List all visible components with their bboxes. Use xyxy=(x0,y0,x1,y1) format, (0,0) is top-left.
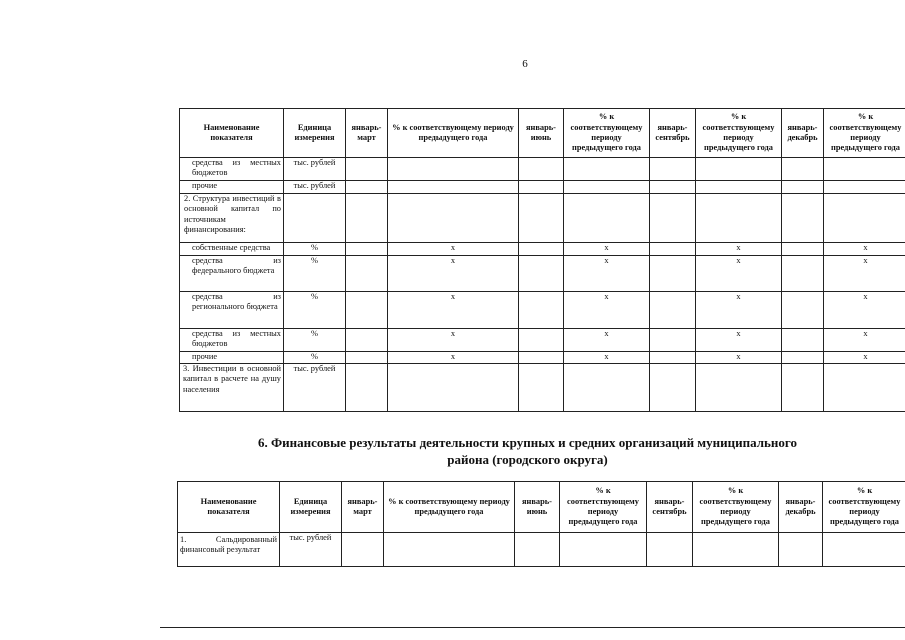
cell xyxy=(650,194,696,243)
header-jan-sep: январь-сентябрь xyxy=(647,482,693,533)
header-pct: % к соответствующему периоду предыдущего года xyxy=(823,482,905,533)
header-pct: % к соответствующему периоду предыдущего года xyxy=(384,482,515,533)
cell xyxy=(650,256,696,292)
cell xyxy=(650,243,696,256)
table-row xyxy=(180,256,905,292)
x-mark: x xyxy=(824,329,905,352)
table-header-row xyxy=(178,482,905,533)
header-jan-mar: январь-март xyxy=(342,482,384,533)
cell xyxy=(650,352,696,364)
financial-results-table xyxy=(177,481,905,567)
cell xyxy=(346,329,388,352)
x-mark: x xyxy=(388,352,519,364)
cell xyxy=(693,533,779,567)
row-name: прочие xyxy=(180,181,284,194)
header-unit: Единица измерения xyxy=(284,109,346,158)
row-unit: % xyxy=(284,329,346,352)
cell xyxy=(696,181,782,194)
cell xyxy=(388,364,519,412)
section-title: 6. Финансовые результаты деятельности крупных и средних организаций муниципального района (городского округа) xyxy=(258,435,797,467)
row-name: 1. Сальдированный финансовый результат xyxy=(178,533,280,567)
cell xyxy=(824,158,905,181)
cell xyxy=(519,352,564,364)
cell xyxy=(519,292,564,329)
row-name: прочие xyxy=(180,352,284,364)
cell xyxy=(782,256,824,292)
cell xyxy=(519,194,564,243)
cell xyxy=(824,364,905,412)
table-header-row xyxy=(180,109,905,158)
cell xyxy=(564,158,650,181)
cell xyxy=(782,292,824,329)
row-unit: % xyxy=(284,292,346,329)
cell xyxy=(346,181,388,194)
row-name: средства из местных бюджетов xyxy=(180,158,284,181)
cell xyxy=(346,352,388,364)
cell xyxy=(519,158,564,181)
header-pct: % к соответствующему периоду предыдущего года xyxy=(564,109,650,158)
table-row xyxy=(180,158,905,181)
cell xyxy=(519,329,564,352)
row-name: средства из регионального бюджета xyxy=(180,292,284,329)
x-mark: x xyxy=(824,292,905,329)
cell xyxy=(824,181,905,194)
cell xyxy=(519,243,564,256)
cell xyxy=(650,181,696,194)
x-mark: x xyxy=(564,256,650,292)
x-mark: x xyxy=(696,352,782,364)
header-jan-mar: январь-март xyxy=(346,109,388,158)
page-number: 6 xyxy=(522,58,528,70)
cell xyxy=(564,194,650,243)
row-name: собственные средства xyxy=(180,243,284,256)
x-mark: x xyxy=(696,329,782,352)
cell xyxy=(346,256,388,292)
cell xyxy=(346,292,388,329)
x-mark: x xyxy=(696,243,782,256)
cell xyxy=(782,194,824,243)
header-jan-jun: январь-июнь xyxy=(515,482,560,533)
cell xyxy=(696,194,782,243)
header-jan-dec: январь-декабрь xyxy=(779,482,823,533)
header-name: Наименование показателя xyxy=(180,109,284,158)
cell xyxy=(650,329,696,352)
table-row xyxy=(180,243,905,256)
header-pct: % к соответствующему периоду предыдущего года xyxy=(824,109,905,158)
cell xyxy=(560,533,647,567)
cell xyxy=(388,158,519,181)
x-mark: x xyxy=(388,243,519,256)
header-pct: % к соответствующему периоду предыдущего года xyxy=(693,482,779,533)
cell xyxy=(519,181,564,194)
cell xyxy=(782,181,824,194)
row-unit: тыс. рублей xyxy=(284,181,346,194)
row-unit: % xyxy=(284,256,346,292)
x-mark: x xyxy=(824,256,905,292)
cell xyxy=(782,364,824,412)
x-mark: x xyxy=(388,329,519,352)
row-unit: тыс. рублей xyxy=(284,364,346,412)
row-name: средства из местных бюджетов xyxy=(180,329,284,352)
row-unit: % xyxy=(284,352,346,364)
cell xyxy=(519,364,564,412)
cell xyxy=(342,533,384,567)
investment-table xyxy=(179,108,905,412)
row-unit xyxy=(284,194,346,243)
x-mark: x xyxy=(564,329,650,352)
table-row xyxy=(180,329,905,352)
cell xyxy=(824,194,905,243)
cell xyxy=(782,329,824,352)
table-row xyxy=(180,352,905,364)
cell xyxy=(384,533,515,567)
cell xyxy=(650,158,696,181)
cell xyxy=(782,352,824,364)
cell xyxy=(696,364,782,412)
cell xyxy=(346,194,388,243)
header-jan-sep: январь-сентябрь xyxy=(650,109,696,158)
cell xyxy=(647,533,693,567)
bottom-rule xyxy=(160,627,905,628)
x-mark: x xyxy=(824,243,905,256)
row-name: 3. Инвестиции в основной капитал в расчете на душу населения xyxy=(180,364,284,412)
header-pct: % к соответствующему периоду предыдущего года xyxy=(388,109,519,158)
cell xyxy=(779,533,823,567)
cell xyxy=(650,292,696,329)
header-unit: Единица измерения xyxy=(280,482,342,533)
table-row xyxy=(178,533,905,567)
cell xyxy=(564,364,650,412)
header-name: Наименование показателя xyxy=(178,482,280,533)
cell xyxy=(346,243,388,256)
cell xyxy=(519,256,564,292)
cell xyxy=(782,158,824,181)
cell xyxy=(823,533,905,567)
x-mark: x xyxy=(388,292,519,329)
row-name: 2. Структура инвестиций в основной капитал по источникам финансирования: xyxy=(180,194,284,243)
x-mark: x xyxy=(696,256,782,292)
cell xyxy=(650,364,696,412)
row-unit: тыс. рублей xyxy=(284,158,346,181)
cell xyxy=(564,181,650,194)
header-jan-jun: январь-июнь xyxy=(519,109,564,158)
header-pct: % к соответствующему периоду предыдущего года xyxy=(560,482,647,533)
table-row xyxy=(180,181,905,194)
header-jan-dec: январь-декабрь xyxy=(782,109,824,158)
x-mark: x xyxy=(388,256,519,292)
x-mark: x xyxy=(564,292,650,329)
table-row xyxy=(180,364,905,412)
cell xyxy=(696,158,782,181)
x-mark: x xyxy=(824,352,905,364)
row-name: средства из федерального бюджета xyxy=(180,256,284,292)
x-mark: x xyxy=(564,352,650,364)
cell xyxy=(388,194,519,243)
row-unit: % xyxy=(284,243,346,256)
x-mark: x xyxy=(564,243,650,256)
cell xyxy=(782,243,824,256)
cell xyxy=(515,533,560,567)
cell xyxy=(388,181,519,194)
row-unit: тыс. рублей xyxy=(280,533,342,567)
table-row xyxy=(180,292,905,329)
cell xyxy=(346,364,388,412)
table-row xyxy=(180,194,905,243)
x-mark: x xyxy=(696,292,782,329)
header-pct: % к соответствующему периоду предыдущего года xyxy=(696,109,782,158)
cell xyxy=(346,158,388,181)
